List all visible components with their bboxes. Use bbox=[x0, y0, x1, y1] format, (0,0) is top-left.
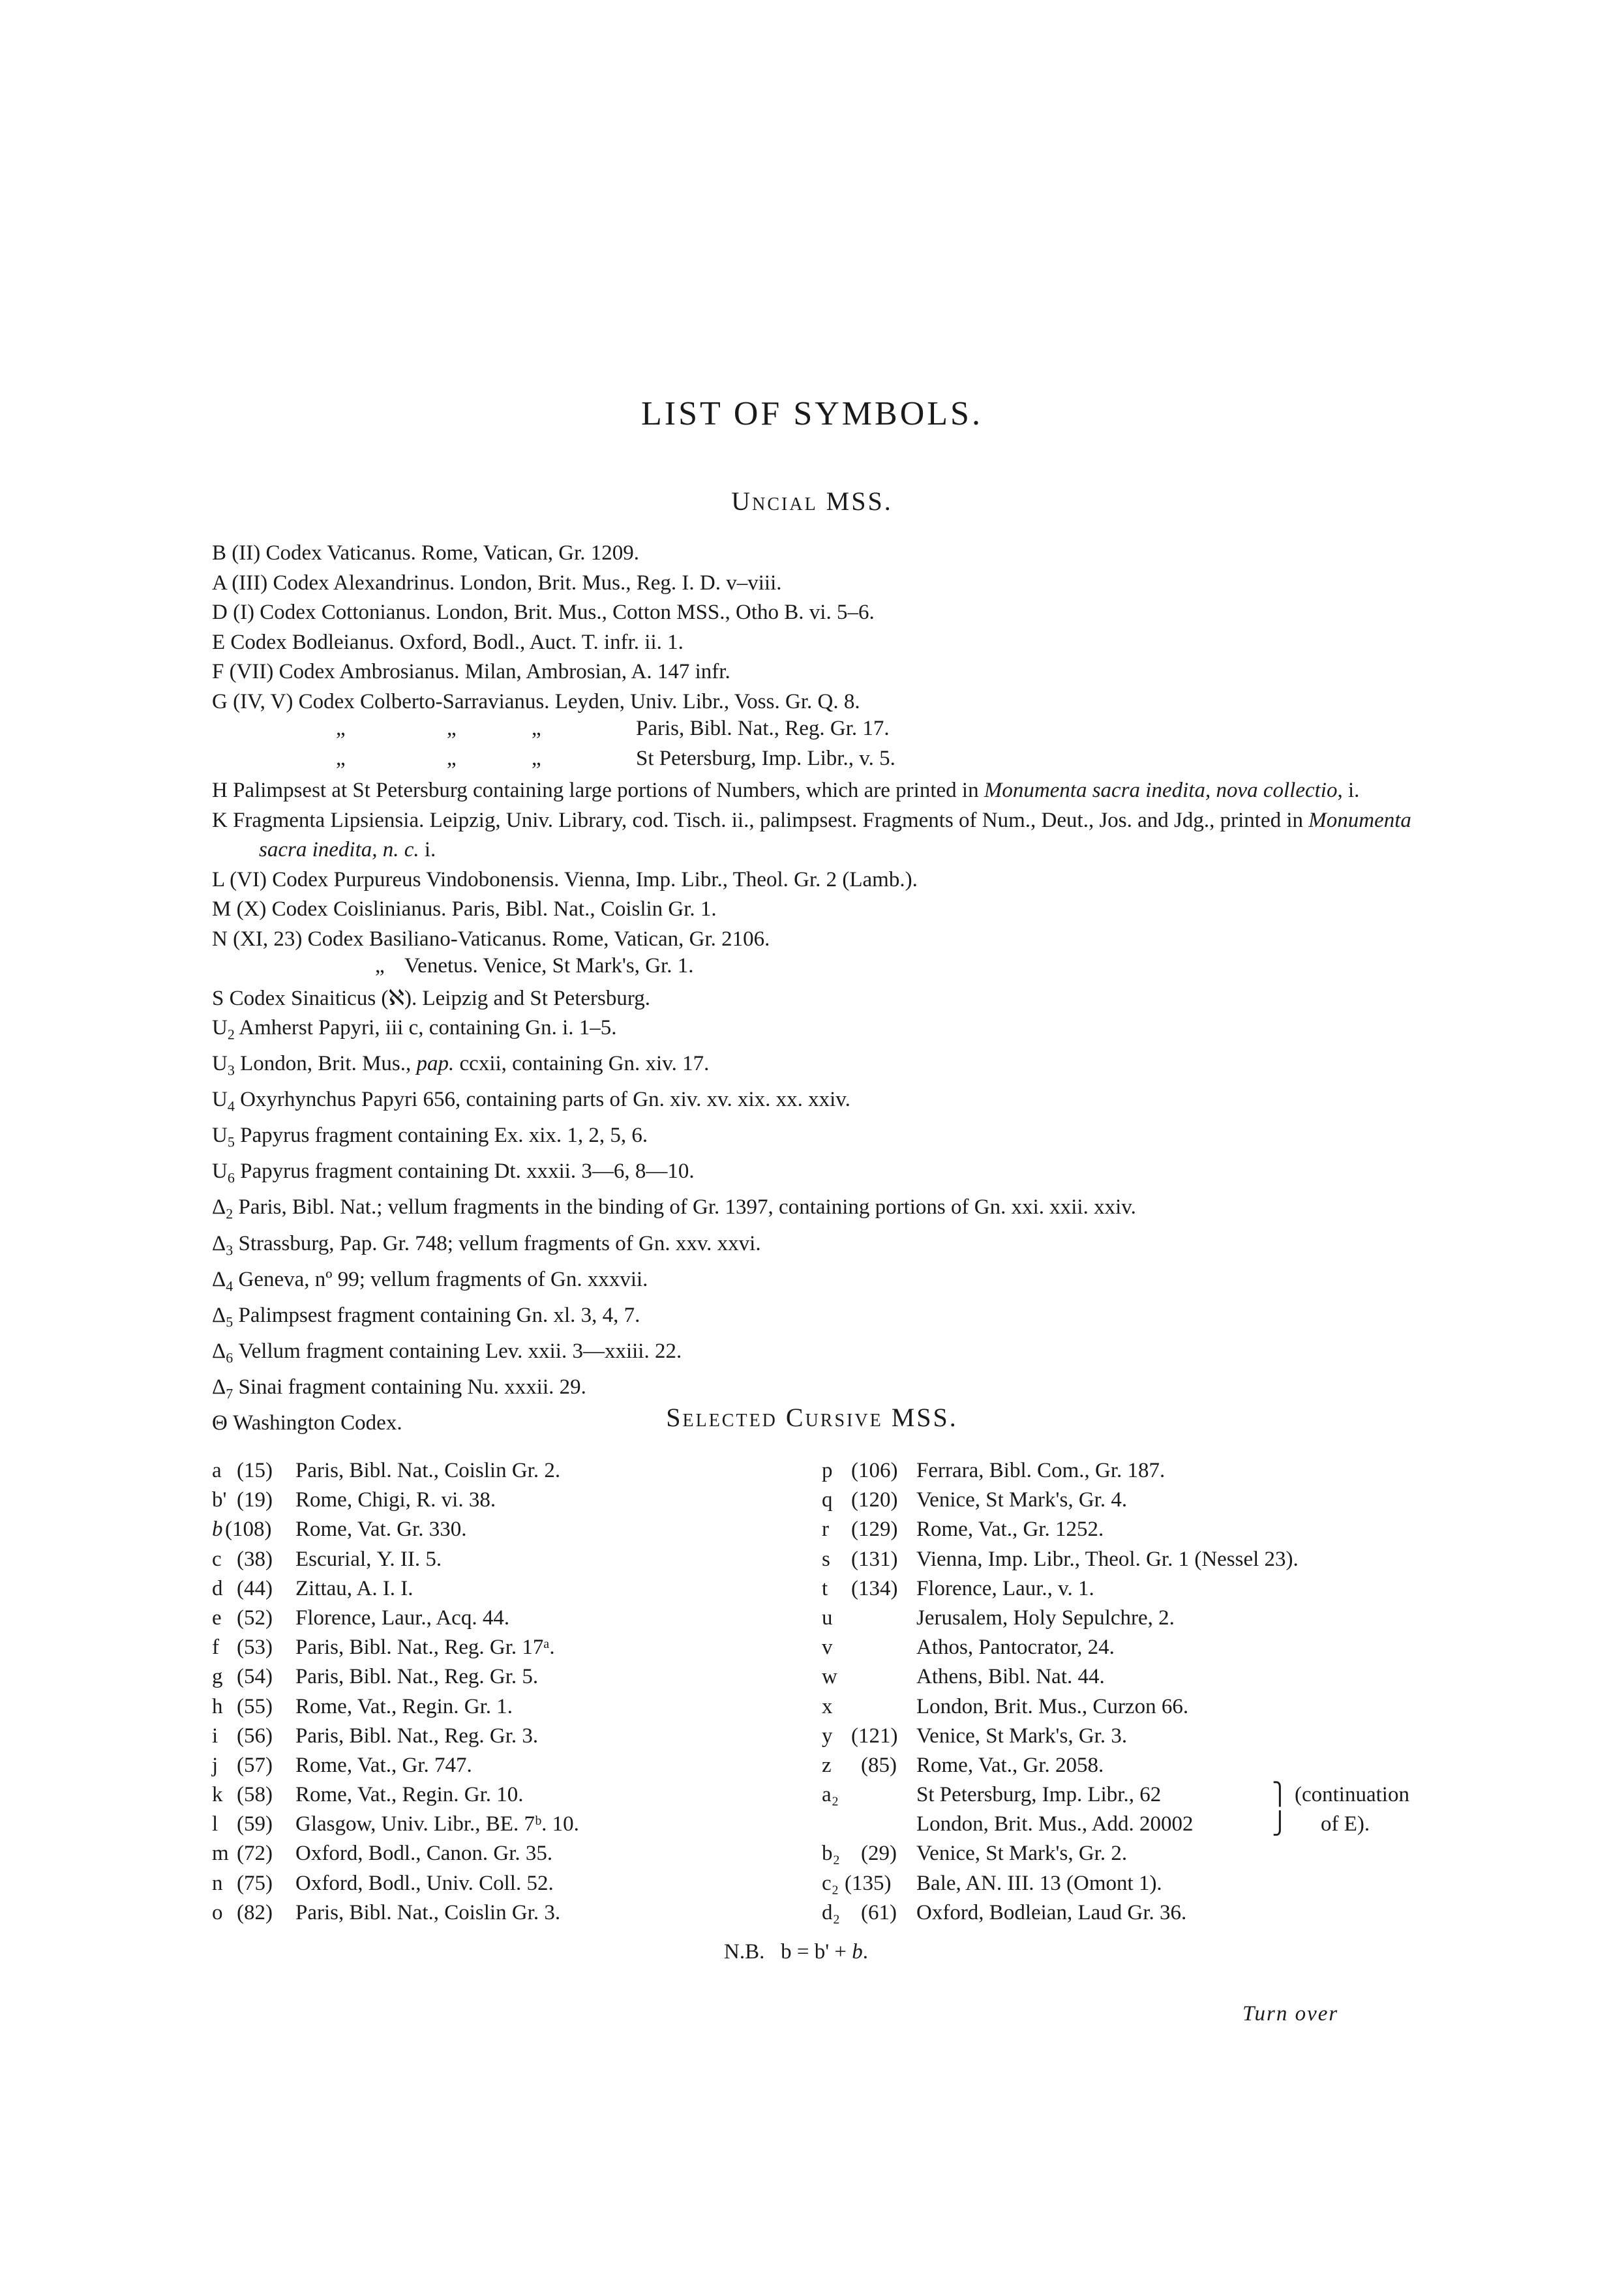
list-item: a₂ St Petersburg, Imp. Libr., 62 ⎫ (continuation bbox=[822, 1780, 1409, 1810]
list-item: q (120) Venice, St Mark's, Gr. 4. bbox=[822, 1488, 1128, 1512]
list-item: c (38) Escurial, Υ. II. 5. bbox=[212, 1547, 442, 1571]
list-item: b₂ (29) Venice, St Mark's, Gr. 2. bbox=[822, 1842, 1128, 1866]
list-item: p (106) Ferrara, Bibl. Com., Gr. 187. bbox=[822, 1459, 1165, 1482]
list-item: $U_6$ Papyrus fragment containing Dt. xxxii. 3—6, 8—10. bbox=[212, 1159, 695, 1186]
list-item: $\Delta_4$ Geneva, nº 99; vellum fragments of Gn. xxxvii. bbox=[212, 1267, 648, 1294]
list-item: S Codex Sinaiticus (ℵ). Leipzig and St Petersburg. bbox=[212, 986, 650, 1010]
brace-icon: ⎫ bbox=[1272, 1783, 1288, 1807]
list-item: g (54) Paris, Bibl. Nat., Reg. Gr. 5. bbox=[212, 1665, 539, 1689]
uncial-list bbox=[212, 539, 1425, 1444]
ditto-mark: „ bbox=[447, 746, 457, 770]
cursive-list-left bbox=[212, 1456, 799, 1928]
list-item: d (44) Zittau, A. I. I. bbox=[212, 1576, 414, 1600]
list-item: $\Delta_3$ Strassburg, Pap. Gr. 748; vellum fragments of Gn. xxv. xxvi. bbox=[212, 1231, 761, 1259]
list-item: o (82) Paris, Bibl. Nat., Coislin Gr. 3. bbox=[212, 1900, 561, 1924]
ditto-mark: „ bbox=[336, 717, 346, 740]
list-item: B (II) Codex Vaticanus. Rome, Vatican, Gr. 1209. bbox=[212, 541, 640, 565]
list-item: a (15) Paris, Bibl. Nat., Coislin Gr. 2. bbox=[212, 1459, 561, 1482]
turn-over-note: Turn over bbox=[1242, 2002, 1339, 2026]
list-item: k (58) Rome, Vat., Regin. Gr. 10. bbox=[212, 1783, 524, 1807]
list-item: $U_4$ Oxyrhynchus Papyri 656, containing parts of Gn. xiv. xv. xix. xx. xxiv. bbox=[212, 1088, 850, 1115]
list-item: $U_3$ London, Brit. Mus., pap. ccxii, containing Gn. xiv. 17. bbox=[212, 1052, 710, 1079]
uncial-heading: Uncial MSS. bbox=[731, 486, 893, 516]
list-item: M (X) Codex Coislinianus. Paris, Bibl. Nat., Coislin Gr. 1. bbox=[212, 897, 717, 921]
list-item: G (IV, V) Codex Colberto-Sarravianus. Leyden, Univ. Libr., Voss. Gr. Q. 8. bbox=[212, 689, 860, 713]
list-item: m (72) Oxford, Bodl., Canon. Gr. 35. bbox=[212, 1842, 553, 1866]
list-item: i (56) Paris, Bibl. Nat., Reg. Gr. 3. bbox=[212, 1724, 539, 1748]
list-item: t (134) Florence, Laur., v. 1. bbox=[822, 1576, 1094, 1600]
list-item bbox=[212, 954, 1425, 984]
list-item: c₂ (135) Bale, AN. III. 13 (Omont 1). bbox=[822, 1871, 1162, 1895]
list-item: u Jerusalem, Holy Sepulchre, 2. bbox=[822, 1606, 1175, 1630]
list-item: n (75) Oxford, Bodl., Univ. Coll. 52. bbox=[212, 1871, 554, 1895]
list-item: N (XI, 23) Codex Basiliano-Vaticanus. Rome, Vatican, Gr. 2106. bbox=[212, 927, 770, 951]
list-item: s (131) Vienna, Imp. Libr., Theol. Gr. 1 (Nessel 23). bbox=[822, 1547, 1299, 1571]
list-item: $\Delta_6$ Vellum fragment containing Lev. xxii. 3—xxiii. 22. bbox=[212, 1339, 682, 1366]
list-item: b (108) Rome, Vat. Gr. 330. bbox=[212, 1518, 467, 1542]
list-item: l (59) Glasgow, Univ. Libr., BE. 7ᵇ. 10. bbox=[212, 1812, 579, 1836]
cursive-heading: Selected Cursive MSS. bbox=[666, 1403, 958, 1432]
list-item: h (55) Rome, Vat., Regin. Gr. 1. bbox=[212, 1694, 513, 1718]
list-item: F (VII) Codex Ambrosianus. Milan, Ambrosian, A. 147 infr. bbox=[212, 660, 730, 683]
page-title: LIST OF SYMBOLS. bbox=[641, 395, 983, 432]
list-item: z (85) Rome, Vat., Gr. 2058. bbox=[822, 1753, 1104, 1777]
ditto-mark: „ bbox=[336, 746, 346, 770]
list-item: D (I) Codex Cottonianus. London, Brit. Mus., Cotton MSS., Otho B. vi. 5–6. bbox=[212, 601, 875, 624]
list-item: v Athos, Pantocrator, 24. bbox=[822, 1636, 1115, 1660]
ditto-mark: „ bbox=[532, 717, 541, 740]
list-item: x London, Brit. Mus., Curzon 66. bbox=[822, 1694, 1189, 1718]
list-item: L (VI) Codex Purpureus Vindobonensis. Vienna, Imp. Libr., Theol. Gr. 2 (Lamb.). bbox=[212, 867, 918, 891]
ditto-mark: „ bbox=[375, 954, 385, 978]
list-item: $U_5$ Papyrus fragment containing Ex. xix. 1, 2, 5, 6. bbox=[212, 1124, 648, 1150]
list-item: H Palimpsest at St Petersburg containing large portions of Numbers, which are printed in Monumenta sacra inedita, nova collectio, i. bbox=[212, 779, 1360, 802]
ditto-mark: „ bbox=[447, 717, 457, 740]
list-item: $\Delta_2$ Paris, Bibl. Nat.; vellum fragments in the binding of Gr. 1397, containing portions of Gn. xxi. xxii. xxiv. bbox=[212, 1195, 1136, 1223]
list-item: d₂ (61) Oxford, Bodleian, Laud Gr. 36. bbox=[822, 1900, 1187, 1924]
list-item: y (121) Venice, St Mark's, Gr. 3. bbox=[822, 1724, 1128, 1748]
list-item: r (129) Rome, Vat., Gr. 1252. bbox=[822, 1518, 1104, 1542]
list-item: A (III) Codex Alexandrinus. London, Brit. Mus., Reg. I. D. v–viii. bbox=[212, 571, 782, 595]
list-item-text: St Petersburg, Imp. Libr., v. 5. bbox=[636, 746, 895, 770]
ditto-mark: „ bbox=[532, 746, 541, 770]
list-item-text: Venetus. Venice, St Mark's, Gr. 1. bbox=[404, 954, 694, 978]
list-item: $\Delta_5$ Palimpsest fragment containing Gn. xl. 3, 4, 7. bbox=[212, 1303, 640, 1330]
cursive-list-right bbox=[822, 1456, 1409, 1928]
brace-icon: ⎭ bbox=[1272, 1812, 1288, 1836]
list-item: f (53) Paris, Bibl. Nat., Reg. Gr. 17ᵃ. bbox=[212, 1636, 555, 1660]
list-item bbox=[212, 717, 1425, 747]
list-item: E Codex Bodleianus. Oxford, Bodl., Auct. T. infr. ii. 1. bbox=[212, 630, 684, 654]
list-item: $U_2$ Amherst Papyri, iii c, containing Gn. i. 1–5. bbox=[212, 1016, 617, 1043]
list-item: w Athens, Bibl. Nat. 44. bbox=[822, 1665, 1105, 1689]
list-item: K Fragmenta Lipsiensia. Leipzig, Univ. Library, cod. Tisch. ii., palimpsest. Fragments of Num., Deut., Jos. and Jdg., printed in Monumenta sacra inedita, n. c. i. bbox=[212, 808, 1411, 861]
list-item: London, Brit. Mus., Add. 20002 ⎭ of E). bbox=[822, 1810, 1409, 1839]
nota-bene: N.B. b = b' + b. bbox=[724, 1940, 869, 1964]
list-item-text: Paris, Bibl. Nat., Reg. Gr. 17. bbox=[636, 717, 890, 740]
list-item: Θ Washington Codex. bbox=[212, 1411, 402, 1435]
list-item: b' (19) Rome, Chigi, R. vi. 38. bbox=[212, 1488, 496, 1512]
list-item: $\Delta_7$ Sinai fragment containing Nu. xxxii. 29. bbox=[212, 1375, 586, 1402]
list-item: j (57) Rome, Vat., Gr. 747. bbox=[212, 1753, 472, 1777]
list-item: e (52) Florence, Laur., Acq. 44. bbox=[212, 1606, 510, 1630]
list-item bbox=[212, 747, 1425, 777]
